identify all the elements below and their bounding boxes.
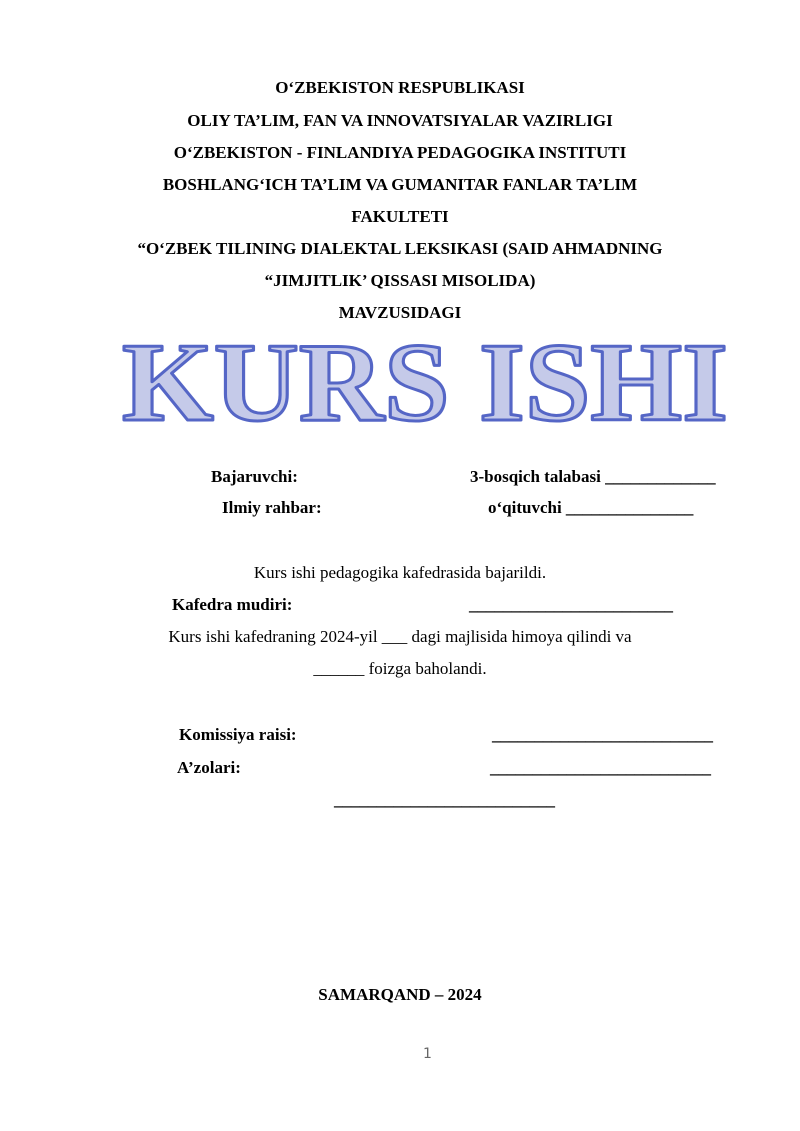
- commission-chair-signature-line: __________________________: [492, 725, 713, 744]
- topic-title-line1: “O‘ZBEK TILINING DIALEKTAL LEKSIKASI (SAID AHMADNING: [137, 239, 663, 258]
- header-institute: O‘ZBEKISTON - FINLANDIYA PEDAGOGIKA INSTITUTI: [173, 143, 627, 162]
- commission-members-label: A’zolari:: [177, 758, 241, 777]
- commission-chair-label: Komissiya raisi:: [179, 725, 297, 744]
- department-head-signature-line: ________________________: [469, 595, 673, 614]
- header-faculty: BOSHLANG‘ICH TA’LIM VA GUMANITAR FANLAR TA’LIM: [162, 175, 638, 194]
- commission-member-signature-line-2: __________________________: [334, 790, 555, 809]
- topic-suffix: MAVZUSIDAGI: [338, 303, 462, 322]
- course-note: Kurs ishi pedagogika kafedrasida bajarildi.: [253, 563, 547, 582]
- header-ministry: OLIY TA’LIM, FAN VA INNOVATSIYALAR VAZIRLIGI: [187, 111, 613, 130]
- performer-value: 3-bosqich talabasi _____________: [470, 467, 716, 486]
- city-year: SAMARQAND – 2024: [318, 985, 482, 1004]
- supervisor-label: Ilmiy rahbar:: [222, 498, 322, 517]
- kurs-ishi-banner: [60, 334, 790, 434]
- header-faculty-cont: FAKULTETI: [351, 207, 449, 226]
- defense-line2: ______ foizga baholandi.: [313, 659, 487, 678]
- supervisor-value: o‘qituvchi _______________: [488, 498, 694, 517]
- defense-line1: Kurs ishi kafedraning 2024-yil ___ dagi majlisida himoya qilindi va: [168, 627, 632, 646]
- banner-text: KURS ISHI: [122, 334, 728, 434]
- header-ministry-republic: O‘ZBEKISTON RESPUBLIKASI: [275, 78, 525, 97]
- topic-title-line2: “JIMJITLIK’ QISSASI MISOLIDA): [264, 271, 536, 290]
- page-number: 1: [423, 1046, 432, 1062]
- performer-label: Bajaruvchi:: [211, 467, 298, 486]
- commission-member-signature-line-1: __________________________: [490, 758, 711, 777]
- department-head-label: Kafedra mudiri:: [172, 595, 293, 614]
